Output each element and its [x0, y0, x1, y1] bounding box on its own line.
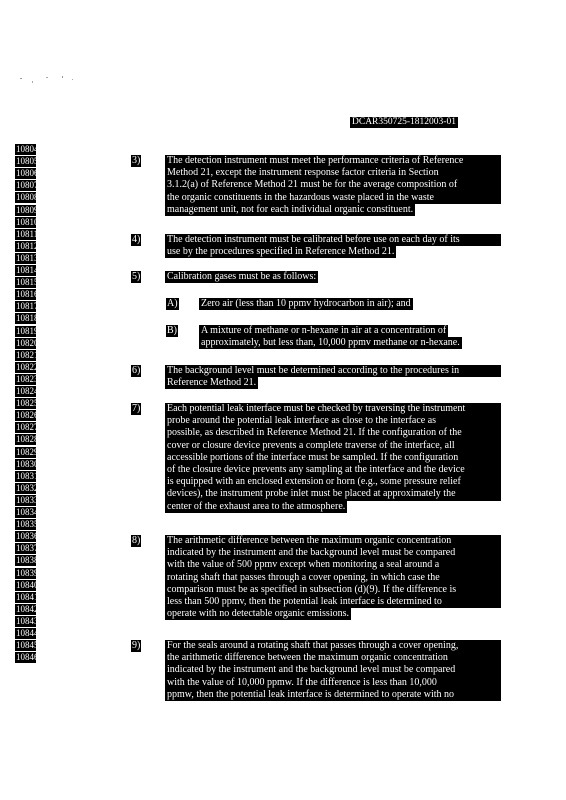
item-number: 9) [132, 640, 141, 651]
scan-specks [18, 74, 78, 90]
line-number: 10810 [16, 216, 39, 227]
item-number: 4) [132, 234, 141, 245]
line-number: 10813 [16, 252, 39, 263]
text-line: Calibration gases must be as follows: [167, 271, 317, 282]
line-number: 10819 [16, 325, 39, 336]
text-line: Reference Method 21. [167, 377, 257, 389]
text-line: indicated by the instrument and the background level must be compared [165, 664, 501, 676]
text-line: use by the procedures specified in Reference Method 21. [167, 246, 395, 258]
line-number: 10835 [16, 519, 39, 530]
subitem-label: B) [167, 325, 177, 336]
text-line: The background level must be determined according to the procedures in [165, 365, 501, 377]
text-line: A mixture of methane or n-hexane in air at a concentration of [201, 325, 447, 336]
text-line: ppmw, then the potential leak interface is determined to operate with no [165, 689, 501, 701]
line-number: 10809 [16, 204, 39, 215]
line-number: 10817 [16, 301, 39, 312]
line-number: 10826 [16, 410, 39, 421]
text-line: The arithmetic difference between the maximum organic concentration [165, 535, 501, 547]
text-line: possible, as described in Reference Method 21. If the configuration of the [165, 427, 501, 439]
text-line: probe around the potential leak interface as close to the interface as [165, 415, 501, 427]
paragraph-item-9 [165, 640, 500, 701]
line-number: 10836 [16, 531, 39, 542]
line-number: 10837 [16, 543, 39, 554]
line-number: 10823 [16, 373, 39, 384]
line-number: 10820 [16, 337, 39, 348]
text-line: with the value of 10,000 ppmw. If the difference is less than 10,000 [165, 677, 501, 689]
document-id: DCAR350725-1812003-01 [352, 117, 456, 127]
line-number: 10841 [16, 591, 39, 602]
item-number: 6) [132, 365, 141, 376]
subitem-b [199, 325, 499, 349]
line-number: 10807 [16, 180, 39, 191]
paragraph-item-6 [165, 365, 500, 389]
line-number: 10831 [16, 470, 39, 481]
text-line: the organic constituents in the hazardous waste placed in the waste [165, 192, 501, 204]
text-line: cover or closure device prevents a complete traverse of the interface, all [165, 440, 501, 452]
paragraph-item-5 [165, 271, 500, 283]
line-number: 10825 [16, 398, 39, 409]
text-line: management unit, not for each individual organic constituent. [167, 203, 414, 215]
line-number: 10818 [16, 313, 39, 324]
text-line: rotating shaft that passes through a cover opening, in which case the [165, 572, 501, 584]
item-number: 5) [132, 271, 141, 282]
line-number: 10816 [16, 289, 39, 300]
line-number: 10824 [16, 386, 39, 396]
subitem-a [199, 298, 499, 310]
line-number: 10844 [16, 628, 39, 638]
line-number: 10840 [16, 579, 39, 590]
text-line: For the seals around a rotating shaft that passes through a cover opening, [165, 640, 501, 652]
text-line: comparison must be as specified in subsection (d)(9). If the difference is [165, 584, 501, 596]
paragraph-item-8 [165, 535, 500, 620]
line-number: 10828 [16, 434, 39, 445]
line-number: 10832 [16, 482, 39, 493]
line-number: 10827 [16, 422, 39, 433]
paragraph-item-3 [165, 155, 500, 216]
text-line: indicated by the instrument and the background level must be compared [165, 547, 501, 559]
text-line: operate with no detectable organic emissions. [167, 608, 349, 620]
line-number: 10812 [16, 240, 39, 251]
text-line: less than 500 ppmv, then the potential leak interface is determined to [165, 596, 501, 608]
text-line: center of the exhaust area to the atmosphere. [167, 500, 346, 512]
line-number: 10805 [16, 156, 39, 167]
line-number: 10846 [16, 652, 39, 663]
item-number: 3) [132, 155, 141, 166]
text-line: approximately, but less than, 10,000 ppmv methane or n-hexane. [201, 337, 460, 349]
item-number: 7) [132, 403, 141, 414]
text-line: accessible portions of the interface must be sampled. If the configuration [165, 452, 501, 464]
line-number: 10833 [16, 494, 39, 505]
text-line: Method 21, except the instrument response factor criteria in Section [165, 167, 501, 179]
line-number: 10821 [16, 349, 39, 360]
line-number: 10843 [16, 615, 39, 626]
line-number: 10814 [16, 265, 39, 275]
line-number: 10842 [16, 603, 39, 614]
text-line: of the closure device prevents any sampling at the interface and the device [165, 464, 501, 476]
line-number: 10815 [16, 277, 39, 288]
line-number: 10839 [16, 567, 39, 578]
text-line: Each potential leak interface must be checked by traversing the instrument [165, 403, 501, 415]
text-line: is equipped with an enclosed extension or horn (e.g., some pressure relief [165, 476, 501, 488]
line-number: 10830 [16, 458, 39, 469]
line-number: 10806 [16, 168, 39, 179]
line-number: 10808 [16, 192, 39, 203]
text-line: The detection instrument must be calibrated before use on each day of its [165, 234, 501, 246]
text-line: Zero air (less than 10 ppmv hydrocarbon in air); and [201, 298, 411, 309]
paragraph-item-7 [165, 403, 500, 513]
paragraph-item-4 [165, 234, 500, 258]
line-number: 10845 [16, 640, 39, 651]
text-line: with the value of 500 ppmv except when monitoring a seal around a [165, 559, 501, 571]
line-number: 10822 [16, 361, 39, 372]
text-line: The detection instrument must meet the performance criteria of Reference [165, 155, 501, 167]
text-line: devices), the instrument probe inlet must be placed at approximately the [165, 488, 501, 500]
text-line: 3.1.2(a) of Reference Method 21 must be for the average composition of [165, 179, 501, 191]
line-number: 10804 [16, 144, 39, 154]
line-number: 10838 [16, 555, 39, 566]
line-number: 10811 [16, 228, 39, 239]
text-line: the arithmetic difference between the maximum organic concentration [165, 652, 501, 664]
subitem-label: A) [167, 298, 178, 309]
line-number: 10834 [16, 507, 39, 517]
item-number: 8) [132, 535, 141, 546]
line-number: 10829 [16, 446, 39, 457]
